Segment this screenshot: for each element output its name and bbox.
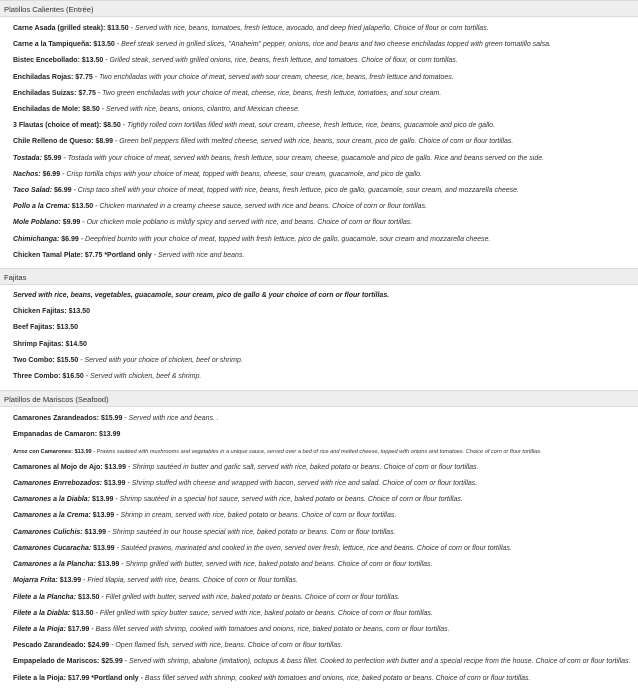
menu-item-price: $5.99 xyxy=(43,154,62,162)
menu-item-name: Camarones Zarandeados: xyxy=(13,415,99,423)
menu-item-price: $24.99 xyxy=(87,642,110,650)
menu-item-price: $7.75 *Portland only xyxy=(84,251,152,259)
separator: - xyxy=(113,138,120,146)
separator: - xyxy=(78,235,86,243)
menu-item-description: Served with rice and beans. xyxy=(158,251,245,259)
separator: - xyxy=(151,251,159,259)
item-list xyxy=(0,407,638,690)
menu-item xyxy=(13,476,638,492)
menu-item-description: Our chicken mole poblano is mildly spicy and served with rice, and beans. Choice of corn or flour tortillas. xyxy=(86,219,413,227)
menu-item xyxy=(13,606,638,622)
menu-item-name: Chicken Tamal Plate: xyxy=(13,251,83,259)
menu-item-price: $13.99 xyxy=(104,463,126,471)
section-intro: Served with rice, beans, vegetables, guacamole, sour cream, pico de gallo & your choice of corn or flour tortillas. xyxy=(13,292,390,300)
separator: - xyxy=(91,448,97,455)
menu-item xyxy=(13,21,638,37)
menu-item-name: Arroz con Camarones: xyxy=(13,448,73,455)
menu-item-name: Mole Poblano: xyxy=(13,219,61,227)
menu-item-price: $15.50 xyxy=(56,356,79,364)
separator: - xyxy=(106,528,113,536)
menu-item-name: Camarones a la Crema: xyxy=(13,512,91,520)
menu-item xyxy=(13,557,638,573)
menu-item-price: $7.75 xyxy=(75,73,93,81)
menu-item-name: Chimichanga: xyxy=(13,235,60,243)
menu-item xyxy=(13,134,638,150)
menu-item xyxy=(13,508,638,524)
menu-item-price: $13.99 xyxy=(93,544,115,552)
menu-item-price: $17.99 *Portland only xyxy=(67,674,139,682)
menu-item xyxy=(13,460,638,476)
menu-item-name: Camarones Cucaracha: xyxy=(13,544,92,552)
separator: - xyxy=(122,658,129,666)
menu-item-description: Grilled steak, served with grilled onions, rice, beans, fresh lettuce, and tomatoes. Choice of flour, or corn tortillas. xyxy=(109,57,458,65)
menu-item-price: $13.99 xyxy=(59,577,82,585)
menu-item xyxy=(13,590,638,606)
menu-item xyxy=(13,654,638,670)
menu-item xyxy=(13,638,638,654)
separator: - xyxy=(99,593,106,601)
menu-item-name: Filete a la Plancha: xyxy=(13,593,77,601)
menu-item-price: $8.99 xyxy=(95,138,113,146)
menu-item-description: Fried tilapia, served with rice, beans. Choice of corn or flour tortillas. xyxy=(87,577,298,585)
menu-item-price: $9.99 xyxy=(62,219,81,227)
menu-item-name: Carne Asada (grilled steak): xyxy=(13,25,106,32)
menu-item xyxy=(13,151,638,167)
menu-item-price: $17.99 xyxy=(67,625,90,633)
menu-item-name: Camarones Culichis: xyxy=(13,528,83,536)
menu-item-price: $6.99 xyxy=(42,170,61,178)
menu-item-price: $13.99 xyxy=(104,480,126,488)
menu-item xyxy=(13,541,638,557)
menu-item-name: Empanadas de Camaron: xyxy=(13,431,98,439)
separator: - xyxy=(109,642,116,650)
menu-item xyxy=(13,444,638,460)
menu-item-price: $13.50 xyxy=(107,25,129,32)
menu-item-description: Beef steak served in grilled slices, "Anaheim" pepper, onions, rice and beans and two cheese enchiladas topped with green tomatillo salsa. xyxy=(121,41,551,49)
menu-item-price: $6.99 xyxy=(53,187,72,195)
menu-item-price: $8.50 xyxy=(82,106,100,114)
menu-item-name: Enchiladas Rojas: xyxy=(13,73,74,81)
menu-item-description: Served with rice and beans. . xyxy=(128,415,219,423)
section-header: Fajitas xyxy=(0,268,638,285)
menu-item-description: Served with your choice of chicken, beef or shrimp. xyxy=(84,356,243,364)
menu-item xyxy=(13,70,638,86)
menu-item-name: Camarones al Mojo de Ajo: xyxy=(13,463,103,471)
menu-item-description: Sautéed prawns, marinated and cooked in the oven, served over fresh, lettuce, rice and beans. Choice of corn or flour tortillas. xyxy=(120,544,512,552)
menu-item-description: Served with shrimp, abalone (imitation), octupus & bass fillet. Cooked to perfection with butter and a special recipe from the house. Choice of corn or flour tortillas. xyxy=(128,658,631,666)
menu-item xyxy=(13,353,638,369)
separator: - xyxy=(114,512,121,520)
menu-item-price: $13.50 xyxy=(56,324,78,332)
menu-item-price: $13.50 xyxy=(68,308,91,316)
item-list xyxy=(0,17,638,268)
menu-item-price: $13.99 xyxy=(74,448,92,455)
menu-item-name: Bistec Encebollado: xyxy=(13,57,80,65)
menu-item-price: $13.50 xyxy=(77,593,100,601)
menu-item-name: Empapelado de Mariscos: xyxy=(13,658,100,666)
separator: - xyxy=(114,41,122,49)
menu-item-price: $13.50 xyxy=(93,41,115,49)
menu-item xyxy=(13,167,638,183)
menu-item-description: Crisp tortilla chips with your choice of meat, topped with beans, cheese, sour cream, guacamole, and pico de gallo. xyxy=(66,170,422,178)
menu-item-price: $13.50 xyxy=(81,57,104,65)
menu-item-name: Taco Salad: xyxy=(13,187,53,195)
menu-item-price: $7.75 xyxy=(78,89,96,97)
separator: - xyxy=(125,480,132,488)
menu-item-name: Mojarra Frita: xyxy=(13,577,58,585)
menu-item-description: Shrimp stuffed with cheese and wrapped with bacon, served with rice and salad. Choice of corn or flour tortillas. xyxy=(131,480,478,488)
menu-item-name: Enchiladas Suizas: xyxy=(13,89,77,97)
menu-item-name: Camarones Enrrebozados: xyxy=(13,480,103,488)
section-platillos-calientes xyxy=(0,0,638,268)
menu-item-description: Shrimp in cream, served with rice, baked potato or beans. Choice of corn or flour tortillas. xyxy=(120,512,397,520)
menu-item-description: Chicken marinated in a creamy cheese sauce, served with rice and beans. Choice of corn or flour tortillas. xyxy=(99,203,428,211)
separator: - xyxy=(138,674,145,682)
menu-item-description: Tightly rolled corn tortillas filled with meat, sour cream, cheese, fresh lettuce, rice, beans, guacamole and pico de gallo. xyxy=(127,122,496,130)
menu-item-price: $6.99 xyxy=(61,235,79,243)
menu-item-description: Bass fillet served with shrimp, cooked with tomatoes and onions, rice, baked potato or beans, corn or flour tortillas. xyxy=(95,625,450,633)
menu-item-description: Fillet grilled with butter, served with rice, baked potato or beans. Choice of corn or flour tortillas. xyxy=(105,593,400,601)
menu-item-name: Three Combo: xyxy=(13,373,61,381)
menu-item-name: Beef Fajitas: xyxy=(13,324,55,332)
menu-item-price: $13.99 xyxy=(84,528,107,536)
menu-item-name: Pescado Zarandeado: xyxy=(13,642,86,650)
section-header: Platillos Calientes (Entrée) xyxy=(0,0,638,17)
separator: - xyxy=(119,561,126,569)
separator: - xyxy=(60,170,67,178)
menu-item xyxy=(13,492,638,508)
menu-item xyxy=(13,304,638,320)
menu-item-description: Served with rice, beans, tomatoes, fresh lettuce, avocado, and deep fried jalapeño. Choice of flour or corn tortillas. xyxy=(134,25,489,32)
menu-item xyxy=(13,183,638,199)
menu-item xyxy=(13,86,638,102)
menu-item-name: Filete a la Pioja: xyxy=(13,625,66,633)
menu-item-description: Prawns sautéed with mushrooms and vegetables in a unique sauce, served over a bed of rice and melted cheese, topped with onions and tomatoes. Choice of corn or flour tortillas. xyxy=(96,448,542,455)
menu-item-description: Shrimp sautéed in our house special with rice, baked potato or beans. Corn or flour tortillas. xyxy=(112,528,396,536)
menu-item-description: Bass fillet served with shrimp, cooked with tomatoes and onions, rice, baked potato or beans. Choice of corn or flour tortillas. xyxy=(144,674,531,682)
menu-item-price: $13.99 xyxy=(97,561,120,569)
separator: - xyxy=(93,609,100,617)
separator: - xyxy=(81,577,88,585)
menu-item-name: Camarones a la Plancha: xyxy=(13,561,96,569)
separator: - xyxy=(92,73,100,81)
menu-item-price: $15.99 xyxy=(100,415,123,423)
menu-item-price: $14.50 xyxy=(65,340,87,348)
separator: - xyxy=(95,89,103,97)
menu-item xyxy=(13,411,638,427)
separator: - xyxy=(83,373,91,381)
menu-item-description: Open flamed fish, served with rice, beans. Choice of corn or flour tortillas. xyxy=(115,642,343,650)
menu-item-name: Enchiladas de Mole: xyxy=(13,106,81,114)
separator: - xyxy=(71,187,78,195)
separator: - xyxy=(80,219,87,227)
section-platillos-de-mariscos xyxy=(0,390,638,690)
section-fajitas xyxy=(0,268,638,390)
item-list xyxy=(0,285,638,390)
menu-item-name: Pollo a la Crema: xyxy=(13,203,70,211)
menu-item-description: Two enchiladas with your choice of meat, served with sour cream, cheese, rice, beans, fresh lettuce and tomatoes. xyxy=(99,73,454,81)
menu-item xyxy=(13,199,638,215)
menu-item-description: Crisp taco shell with your choice of meat, topped with rice, beans, fresh lettuce, pico de gallo, guacamole, sour cream, and mozzarella cheese. xyxy=(77,187,519,195)
menu-item-description: Fillet grilled with spicy butter sauce, served with rice, baked potato or beans. Choice of corn or flour tortillas. xyxy=(99,609,433,617)
menu-item-description: Shrimp grilled with butter, served with rice, baked potato and beans. Choice of corn or flour tortillas. xyxy=(125,561,433,569)
menu-item-price: $13.99 xyxy=(98,431,121,439)
menu-item xyxy=(13,215,638,231)
menu-item xyxy=(13,573,638,589)
menu-item-name: Chile Relleno de Queso: xyxy=(13,138,94,146)
menu-item-price: $8.50 xyxy=(103,122,121,130)
menu-item-description: Deepfried burrito with your choice of meat, topped with fresh lettuce, pico de gallo, guacamole, sour cream and mozzarella cheese. xyxy=(85,235,491,243)
menu-item-name: Shrimp Fajitas: xyxy=(13,340,64,348)
separator: - xyxy=(113,496,120,504)
menu-item-name: Filete a la Diabla: xyxy=(13,609,71,617)
menu-item xyxy=(13,248,638,264)
menu-item-price: $13.99 xyxy=(91,496,114,504)
menu-item-name: Camarones a la Diabla: xyxy=(13,496,91,504)
separator: - xyxy=(128,25,135,32)
menu-item-description: Served with chicken, beef & shrimp. xyxy=(90,373,202,381)
menu-item-name: Two Combo: xyxy=(13,356,55,364)
separator: - xyxy=(122,415,129,423)
menu-item-price: $13.50 xyxy=(71,203,94,211)
menu-item xyxy=(13,102,638,118)
menu-item-name: Nachos: xyxy=(13,170,41,178)
separator: - xyxy=(89,625,96,633)
separator: - xyxy=(103,57,110,65)
menu-item-description: Shrimp sautéed in butter and garlic salt, served with rice, baked potato or beans. Choice of corn or flour tortillas. xyxy=(132,463,479,471)
menu-item xyxy=(13,53,638,69)
menu-item xyxy=(13,427,638,443)
menu-item xyxy=(13,337,638,353)
menu-item-price: $16.50 xyxy=(62,373,84,381)
separator: - xyxy=(114,544,121,552)
menu-item xyxy=(13,525,638,541)
menu-item-price: $13.50 xyxy=(72,609,94,617)
menu-item-price: $13.99 xyxy=(92,512,115,520)
menu-item xyxy=(13,320,638,336)
separator: - xyxy=(61,154,68,162)
menu-item-name: Tostada: xyxy=(13,154,42,162)
menu-item-price: $25.99 xyxy=(101,658,123,666)
section-header: Platillos de Mariscos (Seafood) xyxy=(0,390,638,407)
menu-item-description: Served with rice, beans, onions, cilantro, and Mexican cheese. xyxy=(106,106,300,114)
menu-item-name: 3 Flautas (choice of meat): xyxy=(13,122,102,130)
separator: - xyxy=(125,463,133,471)
separator: - xyxy=(120,122,128,130)
menu-item-description: Shrimp sautéed in a special hot sauce, served with rice, baked potato or beans. Choice of corn or flour tortillas. xyxy=(119,496,463,504)
menu-item xyxy=(13,622,638,638)
menu-item-name: Chicken Fajitas: xyxy=(13,308,67,316)
menu-item xyxy=(13,369,638,385)
menu-item-description: Tostada with your choice of meat, served with beans, fresh lettuce, sour cream, cheese, guacamole and pico de gallo. Rice and beans served on the side. xyxy=(67,154,545,162)
separator: - xyxy=(93,203,100,211)
menu-item-description: Green bell peppers filled with melted cheese, served with rice, beans, sour cream, pico de gallo. Choice of corn or flour tortillas. xyxy=(119,138,514,146)
menu-item-name: Carne a la Tampiqueña: xyxy=(13,41,92,49)
menu-item xyxy=(13,671,638,687)
menu-item-name: Filete a la Pioja: xyxy=(13,674,66,682)
menu-item xyxy=(13,232,638,248)
menu-item-description: Two green enchiladas with your choice of meat, cheese, rice, beans, fresh lettuce, tomatoes, and sour cream. xyxy=(102,89,442,97)
menu-item xyxy=(13,37,638,53)
menu-item xyxy=(13,118,638,134)
separator: - xyxy=(78,356,85,364)
separator: - xyxy=(99,106,107,114)
